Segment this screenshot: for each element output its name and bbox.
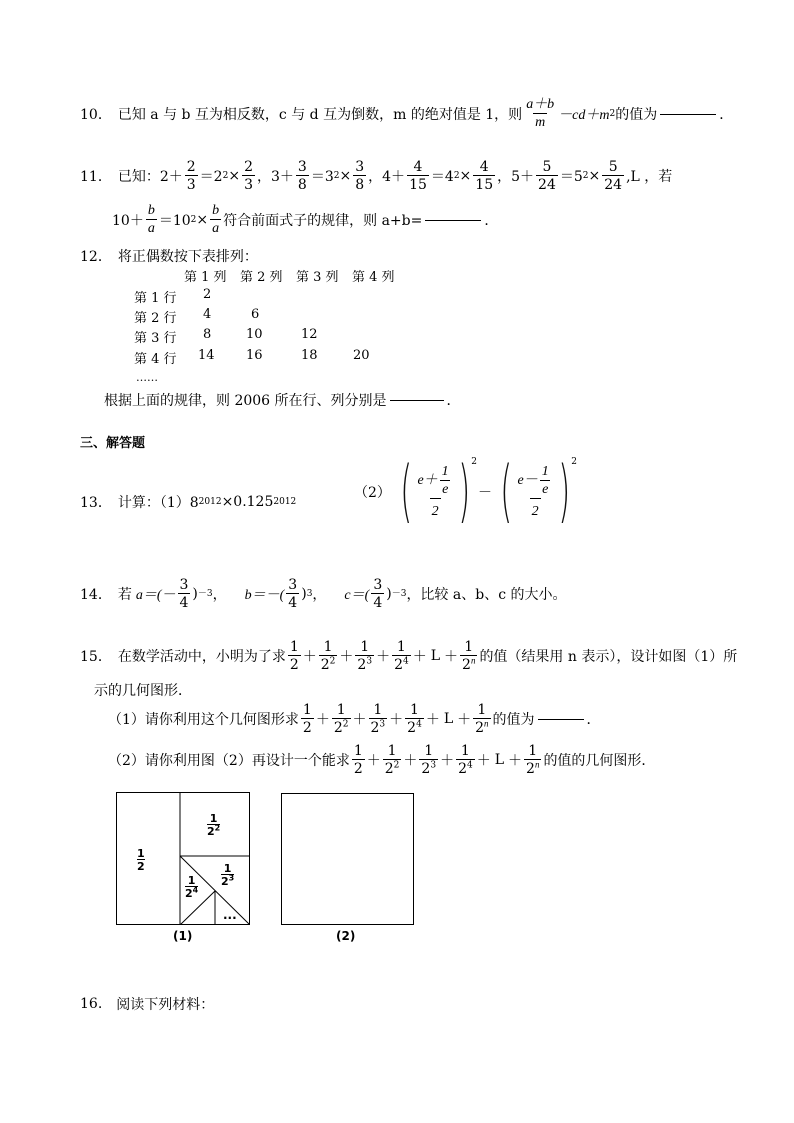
times-sign: × [196,212,209,228]
numerator: 1 [396,639,406,655]
exponent: n [534,759,540,770]
numerator [515,465,554,498]
question-15-line-2 [94,680,192,700]
question-text: 计算：（1）8 [117,495,199,511]
numerator: 4 [479,159,489,175]
base: 2 [526,761,535,777]
question-text: （1）请你利用这个几何图形求 [108,712,299,728]
period: ． [446,393,461,409]
table-cell: 20 [353,348,370,363]
expression-c: c＝( [344,588,370,603]
fraction [286,578,299,610]
times-sign: × [228,168,241,184]
denominator: 2 [353,761,363,777]
numerator: 4 [413,159,423,175]
question-15-part-2 [108,744,655,776]
fraction [146,204,157,236]
denominator: 2 [137,860,145,873]
denominator: 4 [373,595,383,611]
question-11: 11． 已知： 2＋ $\frac{2}{3}$ ＝2 2 × $\frac{2}{3}$ ， 3＋ $\frac{3}{8}$ ＝3 2 × $\frac{3}{8}$ ， 4＋ $\frac{4}{15}$ ＝4 2 × $\frac{4}{15}$ ， 5＋ $\frac{5}{24}$ ＝5 2 × $\frac{5}{24}$ ,L ，若 [80,159,673,193]
numerator: 1 [477,702,487,718]
numerator: 1 [353,743,363,759]
plus-sign: ＋ [376,649,391,665]
numerator: 3 [179,577,189,593]
times-sign: × [339,168,352,184]
denominator [207,824,220,837]
fraction [319,640,338,672]
exponent: 2 [329,656,336,667]
ellipsis-symbol: L [443,711,454,727]
denominator: 24 [538,177,556,193]
table-cell: 12 [301,327,318,342]
table-cell: 4 [203,307,212,322]
term: 4＋ [382,169,406,185]
exponent: 3 [228,873,235,883]
term: ＝10 [158,213,191,229]
close-paren: ) [192,586,198,602]
denominator: m [535,115,546,130]
plus-sign: ＋ [440,753,455,769]
question-12 [80,246,258,266]
plus-sign: ＋ [315,712,330,728]
comma: ， [368,169,383,185]
question-text: 的值的几何图形． [543,753,656,769]
question-13: 13． 计算：（1）8 2012 ×0.125 2012 [80,494,297,511]
plus-sign: ＋ [389,712,404,728]
numerator: 1 [441,464,449,479]
denominator: a [147,221,155,236]
numerator: 1 [541,464,549,479]
question-number: 16. [80,996,103,1012]
numerator: 2 [186,159,196,175]
exponent: 4 [466,760,473,771]
question-text: 示的几何图形． [94,683,192,699]
term: ＝2 [199,169,223,185]
exponent: n [484,718,489,729]
fraction [242,160,255,192]
plus-sign: ＋ [423,473,438,488]
term: 3＋ [270,169,294,185]
plus-sign: ＋ [476,753,491,769]
term: 5＋ [511,169,535,185]
section-heading: 三、解答题 [80,436,146,451]
question-text: 阅读下列材料： [116,997,215,1013]
question-text: （2）请你利用图（2）再设计一个能求 [108,753,350,769]
denominator [419,759,438,776]
denominator [524,759,541,776]
close-paren: ) [301,586,307,602]
term: ＝4 [430,169,454,185]
numerator: 5 [542,159,552,175]
denominator: 2 [530,498,541,519]
fraction [456,744,475,776]
fraction-eighth [221,863,234,887]
question-text: 在数学活动中，小明为了求 [117,649,286,665]
denominator [456,759,475,776]
denominator: 24 [604,177,623,193]
right-paren: ) [557,452,570,531]
base: 2 [185,887,193,900]
numerator: 3 [288,577,298,593]
fraction [405,703,424,735]
fraction [540,465,551,497]
denominator: 8 [355,177,365,193]
numerator: 1 [289,639,299,655]
denominator: e [542,482,549,497]
term: ＝5 [559,169,583,185]
column-header: 第 2 列 [240,270,283,285]
plus-sign: ＋ [457,712,472,728]
fraction [332,703,351,735]
comma: ， [497,169,512,185]
fraction [524,98,556,130]
denominator: 4 [288,595,298,611]
period: ． [484,213,499,229]
close-paren: ) [386,586,392,602]
denominator: 2 [289,657,299,673]
figure-2-label: (2) [336,929,356,943]
fraction [415,465,454,519]
term: 2＋ [159,169,183,185]
parenthesized-expression [493,452,577,531]
numerator: 1 [424,743,434,759]
base: 2 [462,657,471,673]
numerator: 1 [387,743,397,759]
answer-blank[interactable] [660,113,716,115]
question-number: 12． [80,249,112,265]
expression: －cd＋m [558,108,610,123]
period: ． [719,107,734,123]
fraction-quarter [207,813,220,837]
denominator [405,718,424,735]
minus-sign: － [523,473,538,488]
denominator [185,886,198,899]
denominator [383,759,402,776]
fraction [352,744,365,776]
question-number: 14． [80,587,112,603]
fraction-sixteenth [185,875,198,899]
numerator: 3 [297,159,307,175]
continuation-dots: …… [136,371,158,384]
exponent: 2 [214,823,221,833]
numerator: 1 [223,862,232,875]
question-text: 已知： [117,169,160,185]
times-sign: × [588,168,601,184]
base: 2 [458,761,467,777]
numerator: b [212,203,220,218]
base: 2 [407,720,417,736]
ellipsis-text: ,L ，若 [626,169,673,185]
numerator: 1 [373,702,383,718]
comma: ， [212,587,227,603]
times-sign: × [459,168,472,184]
part-label: （2） [354,485,391,501]
question-10: 10． 已知 a 与 b 互为相反数，c 与 d 互为倒数，m 的绝对值是 1，则 $\frac{a+b}{m}$ －cd＋m 2 的值为 ． [80,97,734,130]
expression-a: a＝(－ [135,588,176,603]
fraction [407,160,429,192]
numerator: 1 [360,639,370,655]
row-label: 第 2 行 [134,311,177,326]
left-paren: ( [500,452,513,531]
continuation-dots: ... [223,908,237,922]
comma: ， [256,169,271,185]
fraction [602,160,624,192]
numerator: 1 [302,702,312,718]
column-header: 第 3 列 [296,270,339,285]
base: 2 [421,761,431,777]
plus-sign: ＋ [425,712,440,728]
left-paren: ( [400,452,413,531]
numerator: 1 [323,639,333,655]
numerator: 3 [373,577,383,593]
question-text: 符合前面式子的规律，则 a+b= [223,213,423,229]
column-header: 第 1 列 [184,270,227,285]
numerator: 3 [355,159,365,175]
plus-sign: ＋ [508,753,523,769]
fraction [296,160,309,192]
numerator [415,465,454,498]
row-label: 第 1 行 [134,291,177,306]
fraction [473,703,490,735]
denominator [460,655,477,672]
numerator: b [147,203,155,218]
term: 10＋ [112,213,144,229]
question-13-part-2: （2） ( e ＋ $\frac{1}{e}$ 2 ) 2 － ( e － $\frac{1}{e}$ 2 ) 2 [354,452,577,531]
numerator: 1 [464,639,474,655]
table-cell: 6 [251,307,260,322]
fraction [369,703,388,735]
question-text: ，比较 a、b、c 的大小。 [406,587,567,603]
base: 2 [394,657,403,673]
exponent: 3 [379,719,386,730]
question-text: 将正偶数按下表排列： [117,249,258,265]
fraction [440,465,451,497]
question-15 [80,640,737,672]
question-text: 根据上面的规律，则 2006 所在行、列分别是 [104,393,387,409]
answer-blank[interactable] [425,219,481,221]
answer-blank[interactable] [538,718,584,720]
denominator: e [442,482,449,497]
denominator [369,718,388,735]
fraction [460,640,477,672]
denominator: 8 [297,177,307,193]
variable: e [517,473,524,488]
denominator [332,718,351,735]
question-12-conclusion [104,390,461,410]
exponent: 3 [430,760,437,771]
figure-1-label: (1) [173,929,193,943]
plus-sign: ＋ [366,753,381,769]
base: 2 [357,657,367,673]
fraction [210,204,221,236]
plus-sign: ＋ [302,649,317,665]
fraction [371,578,384,610]
table-cell: 2 [203,287,212,302]
question-15-part-1 [108,703,601,735]
table-cell: 14 [198,348,215,363]
denominator: 2 [302,720,312,736]
exponent: 4 [192,885,199,895]
numerator: 1 [187,874,196,887]
fraction [301,703,314,735]
question-number: 15． [80,649,112,665]
question-number: 13． [80,495,112,511]
ellipsis-symbol: L [494,752,505,768]
plus-sign: ＋ [339,649,354,665]
question-text: 的值为 [615,107,658,123]
table-cell: 8 [203,327,212,342]
denominator: 3 [244,177,253,193]
question-number: 10． [80,107,112,123]
plus-sign: ＋ [403,753,418,769]
base: 2 [475,720,485,736]
question-number: 11． [80,169,112,185]
fraction [515,465,554,519]
exponent: 2 [393,760,400,771]
fraction [392,640,411,672]
answer-blank[interactable] [390,399,444,401]
parenthesized-expression [393,452,477,531]
period: ． [586,712,601,728]
ellipsis-symbol: L [430,648,441,664]
numerator: 2 [244,159,253,175]
exponent: 4 [416,719,422,730]
numerator: 1 [528,743,538,759]
fraction-half [137,848,145,872]
denominator [473,718,490,735]
base: 2 [320,657,330,673]
denominator: 15 [475,177,494,193]
fraction [419,744,438,776]
expression-b: b＝－( [244,588,285,603]
plus-sign: ＋ [352,712,367,728]
numerator: 1 [209,812,218,825]
denominator: 15 [409,177,427,193]
row-label: 第 3 行 [134,331,177,346]
term: ＝3 [310,169,334,185]
exponent: n [470,655,476,666]
column-header: 第 4 列 [352,270,395,285]
base: 2 [370,720,380,736]
denominator: a [212,221,220,236]
minus-sign: － [477,485,492,501]
fraction [473,160,495,192]
figure-1-square [116,792,250,925]
numerator: 5 [608,159,618,175]
question-text: 的值为 [492,712,535,728]
fraction [288,640,301,672]
question-text: 的值（结果用 n 表示），设计如图（1）所 [479,649,738,665]
denominator [319,655,338,672]
question-text: 已知 a 与 b 互为相反数，c 与 d 互为倒数，m 的绝对值是 1，则 [117,107,523,123]
plus-sign: ＋ [444,649,459,665]
question-14: 14． 若 a＝(－ $\frac{3}{4}$ ) －3 ， b＝－( $\frac{3}{4}$ ) 3 ， c＝( $\frac{3}{4}$ ) －3 ，比较 a、b、c 的大小。 [80,577,567,611]
base: 2 [221,875,229,888]
fraction [383,744,402,776]
table-cell: 16 [246,348,263,363]
fraction [536,160,558,192]
figure-2-square[interactable] [281,793,414,925]
denominator: 3 [186,177,196,193]
numerator: 1 [410,702,419,718]
fraction [524,744,541,776]
fraction [355,640,374,672]
table-cell: 18 [301,348,318,363]
exponent: 3 [366,656,373,667]
question-16 [80,994,214,1014]
base: 2 [207,825,215,838]
denominator [355,655,374,672]
question-text: 若 [117,587,132,603]
question-11-line-2: 10＋ $\frac{b}{a}$ ＝10 2 × $\frac{b}{a}$ 符合前面式子的规律，则 a+b= ． [112,203,499,236]
base: 2 [384,761,394,777]
table-cell: 10 [246,327,263,342]
numerator: a＋b [526,97,555,112]
right-paren: ) [457,452,470,531]
denominator: 2 [430,498,441,519]
comma: ， [312,587,327,603]
fraction [178,578,191,610]
denominator: 4 [179,595,189,611]
term: ×0.125 [221,494,274,510]
base: 2 [333,720,343,736]
row-label: 第 4 行 [134,352,177,367]
variable: e [417,473,424,488]
exponent: 4 [402,656,409,667]
exponent: 2 [342,719,349,730]
denominator [221,874,234,887]
plus-sign: ＋ [412,649,427,665]
numerator: 1 [460,743,470,759]
denominator [392,655,411,672]
numerator: 1 [137,847,145,860]
fraction [353,160,366,192]
fraction [185,160,198,192]
numerator: 1 [336,702,346,718]
